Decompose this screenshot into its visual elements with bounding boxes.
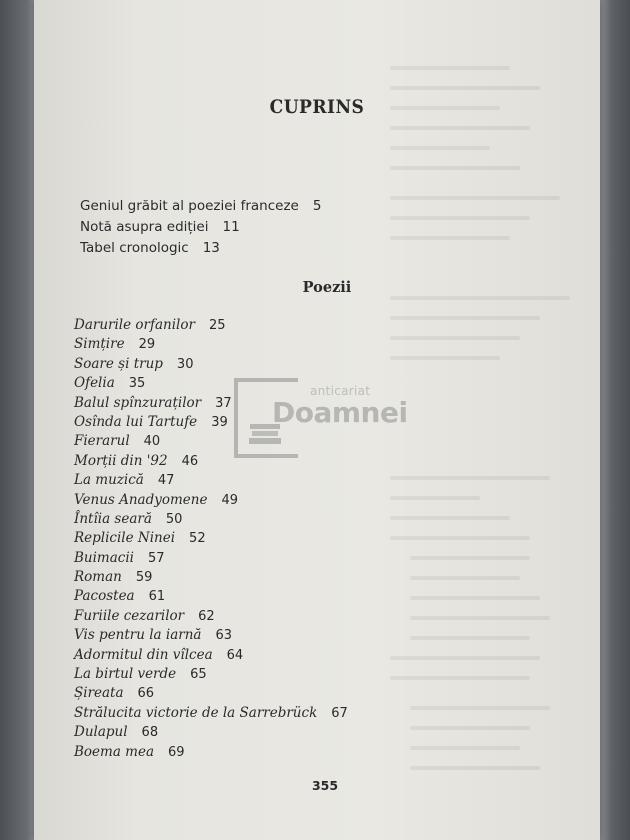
background-right [600,0,630,840]
poem-page: 25 [208,318,226,333]
poem-entry [74,587,348,606]
poem-title: Roman [74,569,122,586]
poem-page: 68 [141,725,159,741]
poem-title: Boema mea [74,743,155,760]
poem-entry [74,665,348,684]
poem-entry [74,568,348,587]
poem-title: Replicile Ninei [74,530,176,547]
page-number: 355 [311,778,339,793]
poem-page: 67 [331,705,348,721]
poem-title: Dulapul [74,724,128,741]
poem-title: Soare și trup [74,355,163,372]
poem-title: Șireata [74,685,124,702]
poem-entry [74,335,348,354]
watermark-logo [234,378,424,462]
toc-entry [80,238,321,259]
background-left [0,0,34,840]
poem-page: 57 [147,550,165,566]
poem-entry [74,684,348,703]
poem-title: La muzică [74,472,144,489]
watermark-small-text: anticariat [310,384,371,398]
poem-page: 62 [198,608,215,624]
poem-title: Fierarul [74,433,130,450]
poem-title: Darurile orfanilor [74,317,195,333]
poem-page: 69 [168,744,185,760]
poem-title: Furiile cezarilor [74,607,185,624]
book-page [34,0,600,840]
poem-title: Buimacii [74,549,134,566]
poem-entry [74,743,348,762]
toc-entry-page: 5 [312,198,322,214]
toc-entry-page: 11 [222,219,240,235]
poem-page: 65 [190,667,207,683]
poem-entry [74,529,348,548]
toc-entry [80,217,321,238]
poem-title: Vis pentru la iarnă [74,627,202,644]
poem-page: 47 [157,473,175,489]
toc-entry-page: 13 [202,240,220,256]
poem-page: 37 [215,395,232,411]
toc-entry-title: Geniul grăbit al poeziei franceze [80,198,299,214]
poem-entry [74,549,348,568]
poem-title: Morții din '92 [74,452,168,469]
toc-entry-title: Tabel cronologic [80,240,189,256]
poem-title: Pacostea [74,588,135,605]
poem-title: Simțire [74,336,125,353]
poem-entry [74,491,348,510]
poem-page: 46 [181,453,199,469]
poem-entry [74,471,348,490]
section-heading: Poezii [302,279,352,296]
poem-title: Întîia seară [74,510,152,527]
toc-entry [80,196,321,217]
poem-entry [74,704,348,723]
poem-page: 50 [165,511,183,527]
poem-page: 40 [143,434,161,450]
poem-title: La birtul verde [74,666,177,683]
poem-page: 49 [221,492,239,508]
poem-entry [74,355,348,374]
toc-entry-title: Notă asupra ediției [80,219,209,235]
poem-page: 63 [215,628,233,644]
poem-entry [74,626,348,645]
poem-page: 59 [135,570,153,586]
page-title: CUPRINS [269,96,365,118]
poem-title: Ofelia [74,375,115,392]
poem-page: 61 [148,589,166,605]
poem-title: Osînda lui Tartufe [74,413,198,430]
poem-title: Venus Anadyomene [74,491,208,508]
poem-entry [74,316,348,335]
poem-entry [74,510,348,529]
poem-entry [74,607,348,626]
poem-page: 66 [137,686,155,702]
poem-page: 52 [189,531,206,547]
poem-page: 30 [176,356,194,372]
watermark-big-text: Doamnei [272,396,408,429]
poem-title: Balul spînzuraților [74,394,202,411]
poem-page: 29 [138,337,156,353]
poem-entry [74,646,348,665]
poem-entry [74,723,348,742]
poem-title: Adormitul din vîlcea [74,646,213,663]
poem-page: 39 [211,414,228,430]
front-matter-list [80,196,321,259]
poem-title: Strălucita victorie de la Sarrebrück [74,704,318,721]
poem-page: 64 [226,647,244,663]
poem-page: 35 [128,376,146,392]
